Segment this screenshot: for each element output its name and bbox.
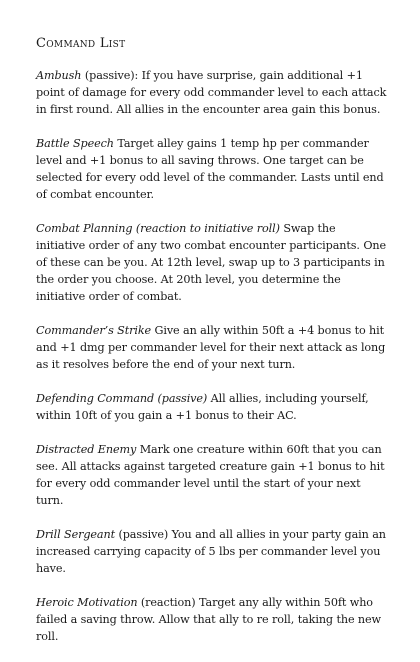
entry-drill-sergeant [36, 526, 388, 577]
entry-name: Distracted Enemy [36, 443, 137, 456]
document-page [36, 36, 388, 662]
entry-text: Mark one creature within 60ft that you can see. All attacks against targeted creature gain +1 bonus to hit for every odd commander level until the start of your next turn. [36, 443, 385, 507]
entry-name: Ambush [36, 69, 82, 82]
entry-text: Target any ally within 50ft who failed a saving throw. Allow that ally to re roll, taking the new roll. [36, 596, 382, 643]
entry-tag: (passive): [81, 69, 139, 82]
entry-name: Drill Sergeant [36, 528, 115, 541]
entry-combat-planning [36, 220, 388, 305]
page-title: Command List [36, 36, 126, 51]
entry-tag: (passive) [115, 528, 169, 541]
entry-name: Commander’s Strike [36, 324, 152, 337]
entry-tag: (reaction) [137, 596, 196, 609]
entry-name: Defending Command (passive) [36, 392, 208, 405]
entry-distracted-enemy [36, 441, 388, 509]
entry-heroic-motivation [36, 594, 388, 645]
entry-ambush [36, 67, 388, 118]
entry-commanders-strike [36, 322, 388, 373]
entry-name: Heroic Motivation [36, 596, 138, 609]
entry-text: Give an ally within 50ft a +4 bonus to hit and +1 dmg per commander level for their next attack as long as it resolves before the end of your next turn. [36, 324, 386, 371]
entry-text: Target alley gains 1 temp hp per commander level and +1 bonus to all saving throws. One target can be selected for every odd level of the commander. Lasts until end of combat encounter. [36, 137, 384, 201]
entry-battle-speech [36, 135, 388, 203]
entry-text: Swap the initiative order of any two combat encounter participants. One of these can be you. At 12th level, swap up to 3 participants in the order you choose. At 20th level, you determine the initiative order of combat. [36, 222, 387, 303]
entry-defending-command [36, 390, 388, 424]
entry-name: Combat Planning (reaction to initiative roll) [36, 222, 280, 235]
entry-text: You and all allies in your party gain an increased carrying capacity of 5 lbs per commander level you have. [36, 528, 386, 575]
entry-text: If you have surprise, gain additional +1 point of damage for every odd commander level to each attack in first round. All allies in the encounter area gain this bonus. [36, 69, 387, 116]
entry-text: All allies, including yourself, within 10ft of you gain a +1 bonus to their AC. [36, 392, 369, 422]
entry-name: Battle Speech [36, 137, 114, 150]
